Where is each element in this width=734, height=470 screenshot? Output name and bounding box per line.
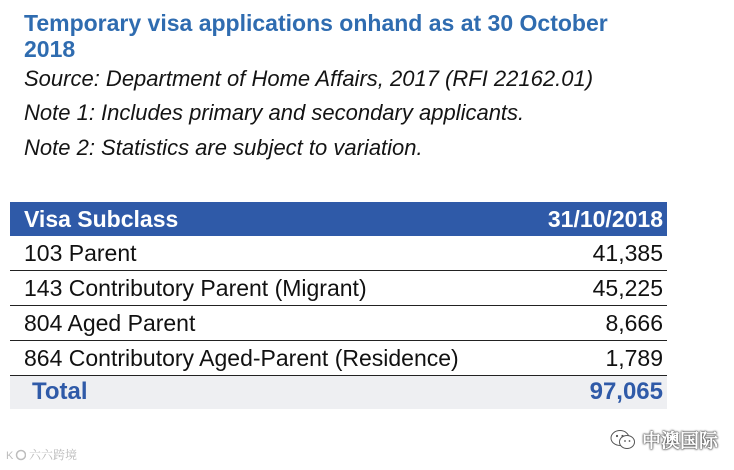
table-header-row bbox=[10, 202, 667, 236]
onhand-count-cell: 41,385 bbox=[510, 236, 667, 271]
visa-subclass-cell: 103 Parent bbox=[10, 236, 510, 271]
table-row bbox=[10, 341, 667, 376]
onhand-count-cell: 1,789 bbox=[510, 341, 667, 376]
source-line: Source: Department of Home Affairs, 2017 (RFI 22162.01) bbox=[24, 66, 594, 91]
visa-subclass-cell: 143 Contributory Parent (Migrant) bbox=[10, 271, 510, 306]
onhand-count-cell: 8,666 bbox=[510, 306, 667, 341]
table-row bbox=[10, 236, 667, 271]
document-title: Temporary visa applications onhand as at 30 October 2018 bbox=[24, 10, 608, 62]
total-label: Total bbox=[10, 376, 510, 410]
k-logo-icon bbox=[6, 448, 26, 462]
watermark-left-text: 六六跨境 bbox=[29, 448, 78, 462]
note-2: Note 2: Statistics are subject to variation. bbox=[24, 135, 423, 160]
visa-subclass-cell: 804 Aged Parent bbox=[10, 306, 510, 341]
visa-subclass-cell: 864 Contributory Aged-Parent (Residence) bbox=[10, 341, 510, 376]
wechat-icon bbox=[610, 429, 636, 451]
watermark-left bbox=[6, 446, 77, 463]
column-header-visa-subclass: Visa Subclass bbox=[10, 202, 510, 236]
onhand-count-cell: 45,225 bbox=[510, 271, 667, 306]
watermark-right bbox=[610, 426, 718, 453]
watermark-right-text: 中澳国际 bbox=[642, 431, 719, 452]
table-row bbox=[10, 306, 667, 341]
svg-text:K: K bbox=[6, 449, 14, 462]
total-value: 97,065 bbox=[510, 376, 667, 410]
table-row bbox=[10, 271, 667, 306]
visa-table-container bbox=[10, 202, 667, 409]
total-row bbox=[10, 376, 667, 410]
visa-applications-table bbox=[10, 202, 667, 409]
column-header-date: 31/10/2018 bbox=[510, 202, 667, 236]
note-1: Note 1: Includes primary and secondary applicants. bbox=[24, 100, 525, 125]
